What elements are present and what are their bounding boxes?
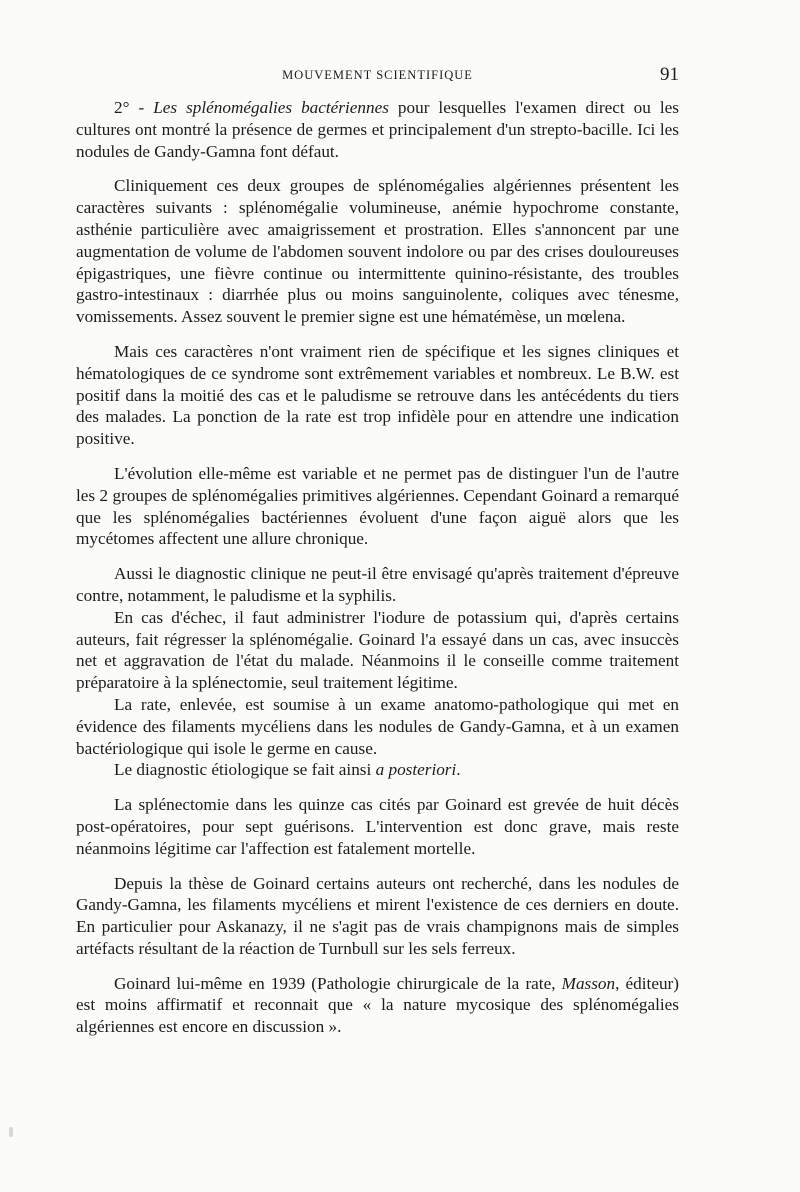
paragraph-text: En cas d'échec, il faut administrer l'iodure de potassium qui, d'après certains auteurs, fait régresser la splénomégalie. Goinard l'a essayé dans un cas, avec insuccès net et aggravation de l'état du malade. Néanmoins il le conseille comme traitement préparatoire à la splénectomie, seul traitement légitime. (76, 607, 679, 693)
paragraph-text: Cliniquement ces deux groupes de splénomégalies algériennes présentent les caractères suivants : splénomégalie volumineuse, anémie hypochrome constante, asthénie particulière avec amaigrissement et prostration. Elles s'annoncent par une augmentation de volume de l'abdomen souvent indolore ou par des crises douloureuses épigastriques, une fièvre continue ou intermittente quinino-résistante, des troubles gastro-intestinaux : diarrhée plus ou moins sanguinolente, coliques avec ténesme, vomissements. Assez souvent le premier signe est une hématémèse, un mœlena. (76, 176, 679, 327)
paragraph-text: Depuis la thèse de Goinard certains auteurs ont recherché, dans les nodules de Gandy-Gamna, les filaments mycéliens et mirent l'existence de ces derniers en doute. En particulier pour Askanazy, il ne s'agit pas de vrais champignons mais de simples artéfacts résultant de la réaction de Turnbull sur les sels ferreux. (76, 873, 679, 958)
paragraph-text: Goinard lui-même en 1939 (Pathologie chirurgicale de la rate, (114, 973, 562, 993)
paragraph-evolution (76, 463, 679, 550)
running-head (76, 64, 679, 88)
paragraph-clinical-signs (76, 175, 679, 328)
body-text (76, 97, 679, 1051)
paragraph-bacterial-splenomegaly (76, 97, 679, 162)
paragraph-text-tail: . (456, 760, 461, 780)
running-title: MOUVEMENT SCIENTIFIQUE (282, 68, 473, 82)
list-marker: 2° - (114, 98, 154, 117)
paragraph-text: Mais ces caractères n'ont vraiment rien de spécifique et les signes cliniques et hématologiques de ce syndrome sont extrêmement variables et nombreux. Le B.W. est positif dans la moitié des cas et le paludisme se retrouve dans les antécédents du tiers des malades. La ponction de la rate est trop infidèle pour en attendre une indication positive. (76, 341, 679, 449)
paragraph-goinard-1939 (76, 973, 679, 1038)
page-number: 91 (660, 64, 679, 85)
paragraph-goinard-thesis (76, 873, 679, 960)
italic-publisher: Masson (561, 973, 616, 993)
paragraph-treatment (76, 607, 679, 694)
paragraph-text: pour lesquelles l'examen direct ou les cultures ont montré la présence de germes et principalement d'un strepto-bacille. Ici les nodules de Gandy-Gamna font défaut. (76, 98, 679, 161)
margin-mark (9, 1127, 13, 1137)
italic-term: a posteriori (375, 760, 457, 780)
paragraph-text: L'évolution elle-même est variable et ne permet pas de distinguer l'un de l'autre les 2 groupes de splénomégalies primitives algériennes. Cependant Goinard a remarqué que les splénomégalies bactériennes évoluent d'une façon aiguë alors que les mycétomes affectent une allure chronique. (76, 463, 679, 549)
paragraph-text: La splénectomie dans les quinze cas cités par Goinard est grevée de huit décès post-opératoires, pour sept guérisons. L'intervention est donc grave, mais reste néanmoins légitime car l'affection est fatalement mortelle. (76, 795, 679, 858)
paragraph-text: Le diagnostic étiologique se fait ainsi (114, 760, 376, 780)
italic-term: Les splénomégalies bactériennes (153, 98, 389, 117)
paragraph-text: La rate, enlevée, est soumise à un exame anatomo-pathologique qui met en évidence des filaments mycéliens dans les nodules de Gandy-Gamna, et à un examen bactériologique qui isole le germe en cause. (76, 694, 679, 758)
paragraph-etiology (76, 759, 679, 781)
paragraph-splenectomy (76, 794, 679, 859)
paragraph-text: Aussi le diagnostic clinique ne peut-il être envisagé qu'après traitement d'épreuve contre, notamment, le paludisme et la syphilis. (76, 564, 679, 605)
paragraph-text-tail: , éditeur) est moins affirmatif et reconnait que « la nature mycosique des splénomégalies algériennes est encore en discussion ». (76, 973, 679, 1037)
paragraph-diagnosis (76, 563, 679, 607)
paragraph-spleen-exam (76, 694, 679, 759)
paragraph-nonspecific (76, 341, 679, 450)
